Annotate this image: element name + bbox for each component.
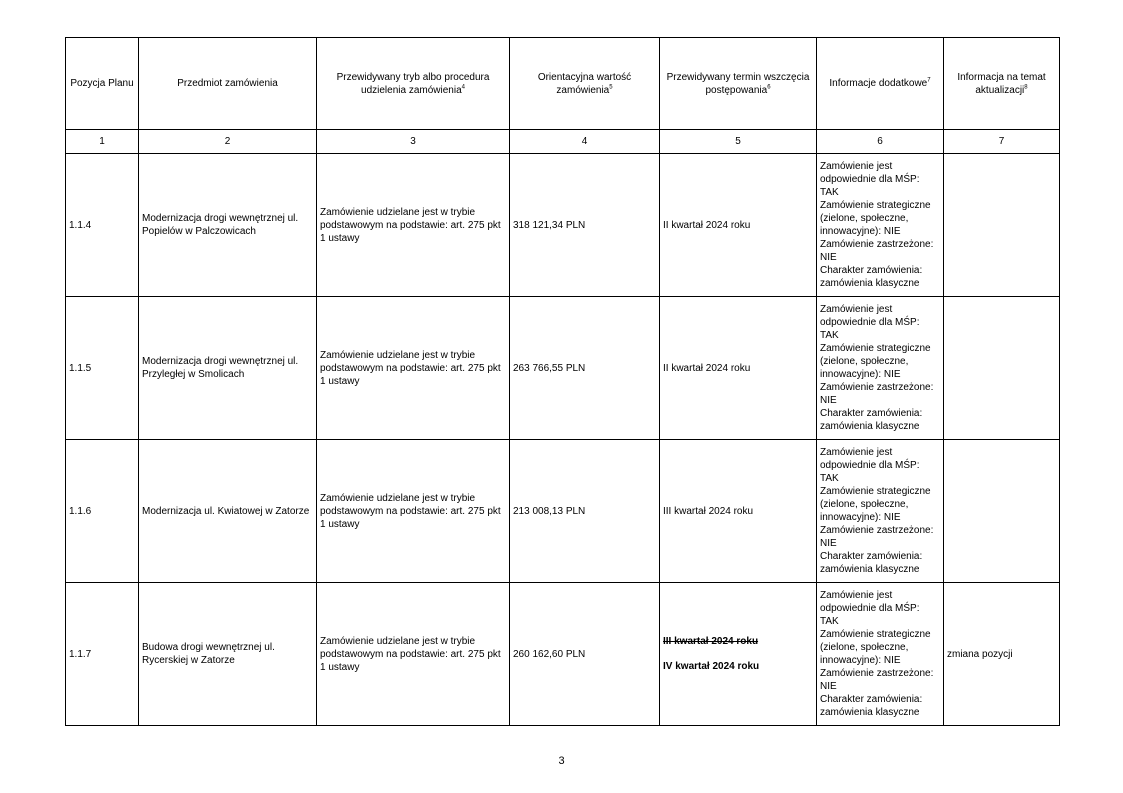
info-line: Charakter zamówienia: zamówienia klasyczne <box>820 408 923 432</box>
header-procedure: Przewidywany tryb albo procedura udzielenia zamówienia$^4$ <box>317 38 510 130</box>
cell-subject: Budowa drogi wewnętrznej ul. Rycerskiej w Zatorze <box>139 583 317 726</box>
info-line: Zamówienie zastrzeżone: NIE <box>820 382 934 406</box>
info-line: Zamówienie strategiczne (zielone, społeczne, innowacyjne): NIE <box>820 629 931 666</box>
info-line: Zamówienie jest odpowiednie dla MŚP: TAK <box>820 590 920 627</box>
cell-update <box>944 440 1060 583</box>
info-line: Zamówienie strategiczne (zielone, społeczne, innowacyjne): NIE <box>820 200 931 237</box>
cell-subject: Modernizacja drogi wewnętrznej ul. Popielów w Palczowicach <box>139 154 317 297</box>
cell-update <box>944 154 1060 297</box>
column-number: 7 <box>944 130 1060 154</box>
cell-subject: Modernizacja drogi wewnętrznej ul. Przyległej w Smolicach <box>139 297 317 440</box>
table-row <box>66 583 1060 726</box>
cell-procedure: Zamówienie udzielane jest w trybie podstawowym na podstawie: art. 275 pkt 1 ustawy <box>317 583 510 726</box>
cell-position: 1.1.7 <box>66 583 139 726</box>
cell-info <box>817 297 944 440</box>
page-number: 3 <box>558 755 565 767</box>
cell-position: 1.1.4 <box>66 154 139 297</box>
info-line: Zamówienie jest odpowiednie dla MŚP: TAK <box>820 447 920 484</box>
column-number: 4 <box>510 130 660 154</box>
column-number: 3 <box>317 130 510 154</box>
header-subject: Przedmiot zamówienia <box>139 38 317 130</box>
column-number-row <box>66 130 1060 154</box>
column-number: 5 <box>660 130 817 154</box>
info-line: Zamówienie jest odpowiednie dla MŚP: TAK <box>820 161 920 198</box>
cell-term: II kwartał 2024 roku <box>660 297 817 440</box>
column-number: 6 <box>817 130 944 154</box>
table-row <box>66 440 1060 583</box>
procurement-plan-table <box>65 37 1060 726</box>
cell-value: 263 766,55 PLN <box>510 297 660 440</box>
header-position: Pozycja Planu <box>66 38 139 130</box>
info-line: Zamówienie zastrzeżone: NIE <box>820 525 934 549</box>
term-old-struck: III kwartał 2024 roku <box>663 636 759 647</box>
info-line: Charakter zamówienia: zamówienia klasyczne <box>820 265 923 289</box>
cell-info <box>817 583 944 726</box>
cell-info <box>817 440 944 583</box>
info-line: Charakter zamówienia: zamówienia klasyczne <box>820 551 923 575</box>
cell-update <box>944 297 1060 440</box>
column-number: 1 <box>66 130 139 154</box>
cell-value: 213 008,13 PLN <box>510 440 660 583</box>
cell-subject: Modernizacja ul. Kwiatowej w Zatorze <box>139 440 317 583</box>
header-term: Przewidywany termin wszczęcia postępowania$^6$ <box>660 38 817 130</box>
cell-update: zmiana pozycji <box>944 583 1060 726</box>
header-value: Orientacyjna wartość zamówienia$^5$ <box>510 38 660 130</box>
header-update: Informacja na temat aktualizacji$^8$ <box>944 38 1060 130</box>
info-line: Zamówienie strategiczne (zielone, społeczne, innowacyjne): NIE <box>820 343 931 380</box>
cell-position: 1.1.5 <box>66 297 139 440</box>
info-line: Zamówienie zastrzeżone: NIE <box>820 668 934 692</box>
cell-term <box>660 583 817 726</box>
cell-procedure: Zamówienie udzielane jest w trybie podstawowym na podstawie: art. 275 pkt 1 ustawy <box>317 440 510 583</box>
cell-position: 1.1.6 <box>66 440 139 583</box>
term-new: IV kwartał 2024 roku <box>663 661 760 672</box>
info-line: Zamówienie strategiczne (zielone, społeczne, innowacyjne): NIE <box>820 486 931 523</box>
cell-procedure: Zamówienie udzielane jest w trybie podstawowym na podstawie: art. 275 pkt 1 ustawy <box>317 154 510 297</box>
cell-term: II kwartał 2024 roku <box>660 154 817 297</box>
cell-value: 260 162,60 PLN <box>510 583 660 726</box>
cell-procedure: Zamówienie udzielane jest w trybie podstawowym na podstawie: art. 275 pkt 1 ustawy <box>317 297 510 440</box>
info-line: Zamówienie zastrzeżone: NIE <box>820 239 934 263</box>
header-info: Informacje dodatkowe$^7$ <box>817 38 944 130</box>
info-line: Zamówienie jest odpowiednie dla MŚP: TAK <box>820 304 920 341</box>
cell-term: III kwartał 2024 roku <box>660 440 817 583</box>
info-line: Charakter zamówienia: zamówienia klasyczne <box>820 694 923 718</box>
column-number: 2 <box>139 130 317 154</box>
cell-info <box>817 154 944 297</box>
table-row <box>66 154 1060 297</box>
cell-value: 318 121,34 PLN <box>510 154 660 297</box>
table-row <box>66 297 1060 440</box>
header-row <box>66 38 1060 130</box>
